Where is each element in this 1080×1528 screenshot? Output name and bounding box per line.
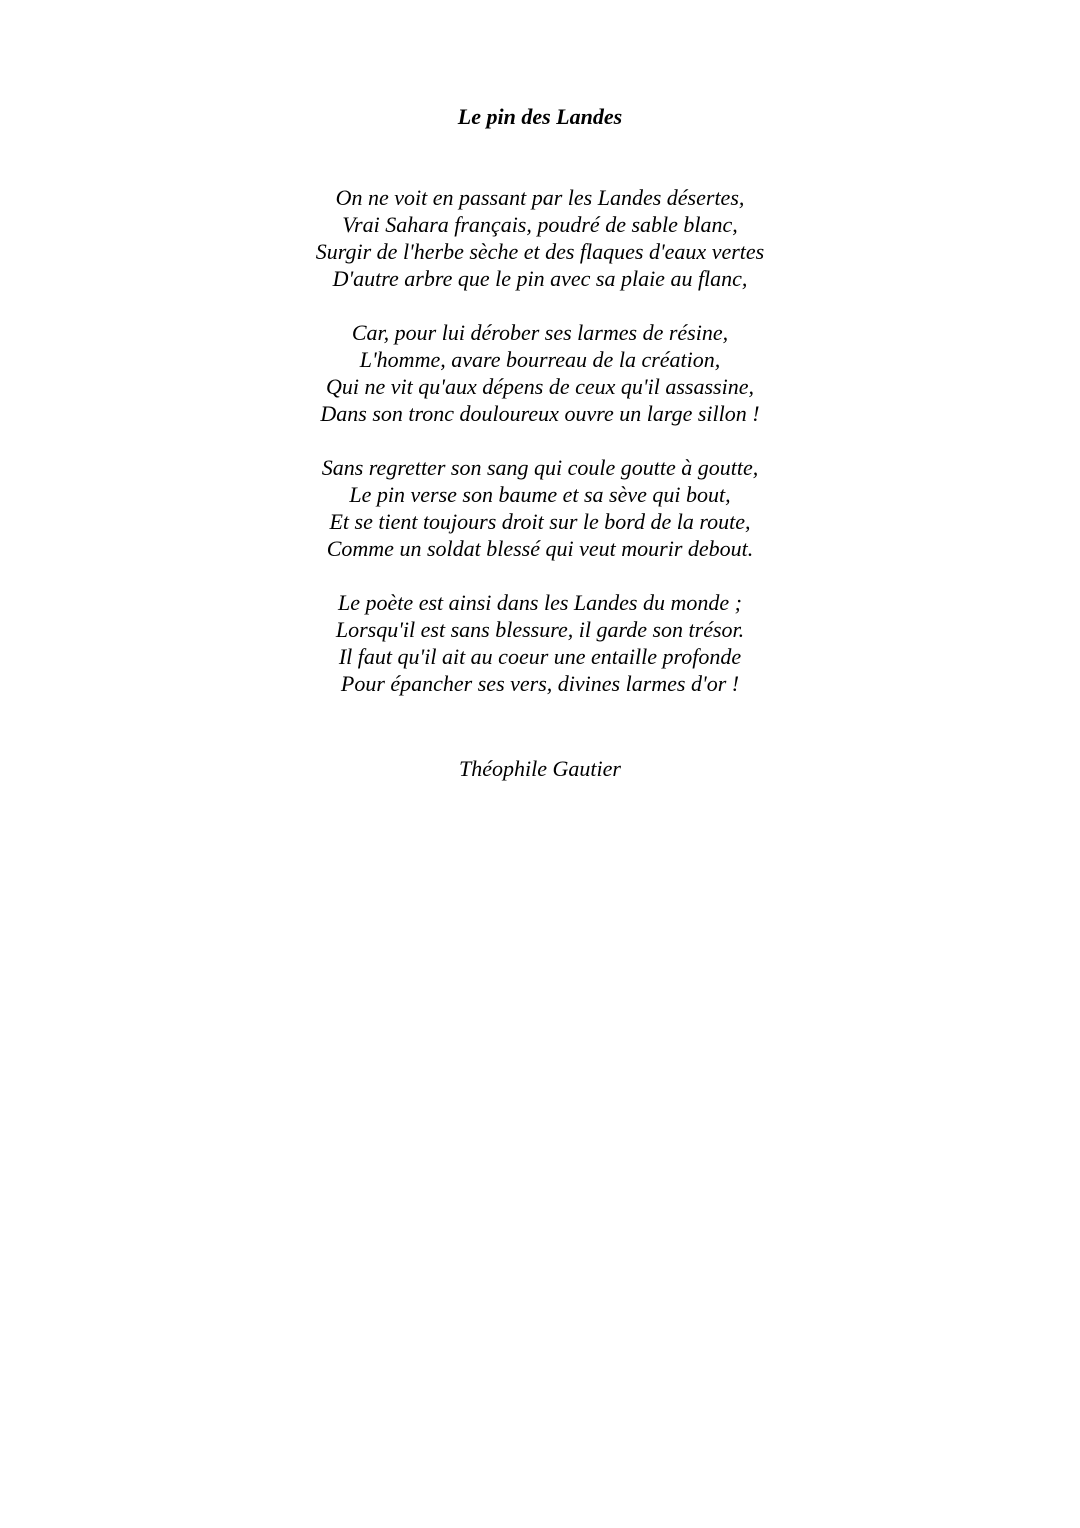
author-signature: Théophile Gautier <box>459 756 621 781</box>
verse-line: L'homme, avare bourreau de la création, <box>359 347 721 372</box>
verse-line: Dans son tronc douloureux ouvre un large sillon ! <box>320 401 760 426</box>
verse-line: Qui ne vit qu'aux dépens de ceux qu'il assassine, <box>326 374 754 399</box>
verse-line: Vrai Sahara français, poudré de sable blanc, <box>342 212 738 237</box>
stanza-1 <box>0 184 1080 292</box>
verse-line: Lorsqu'il est sans blessure, il garde son trésor. <box>335 617 745 642</box>
verse-line: Et se tient toujours droit sur le bord de la route, <box>329 509 751 534</box>
poem-body <box>0 184 1080 724</box>
verse-line: On ne voit en passant par les Landes désertes, <box>335 185 745 210</box>
verse-line: Surgir de l'herbe sèche et des flaques d'eaux vertes <box>315 239 765 264</box>
verse-line: Le poète est ainsi dans les Landes du monde ; <box>338 590 742 615</box>
stanza-2 <box>0 319 1080 427</box>
stanza-4 <box>0 589 1080 697</box>
verse-line: Il faut qu'il ait au coeur une entaille profonde <box>338 644 742 669</box>
stanza-3 <box>0 454 1080 562</box>
verse-line: D'autre arbre que le pin avec sa plaie au flanc, <box>332 266 748 291</box>
verse-line: Le pin verse son baume et sa sève qui bout, <box>349 482 731 507</box>
verse-line: Pour épancher ses vers, divines larmes d'or ! <box>340 671 740 696</box>
verse-line: Car, pour lui dérober ses larmes de résine, <box>351 320 729 345</box>
verse-line: Sans regretter son sang qui coule goutte à goutte, <box>321 455 759 480</box>
verse-line: Comme un soldat blessé qui veut mourir debout. <box>326 536 754 561</box>
poem-title: Le pin des Landes <box>457 104 623 129</box>
